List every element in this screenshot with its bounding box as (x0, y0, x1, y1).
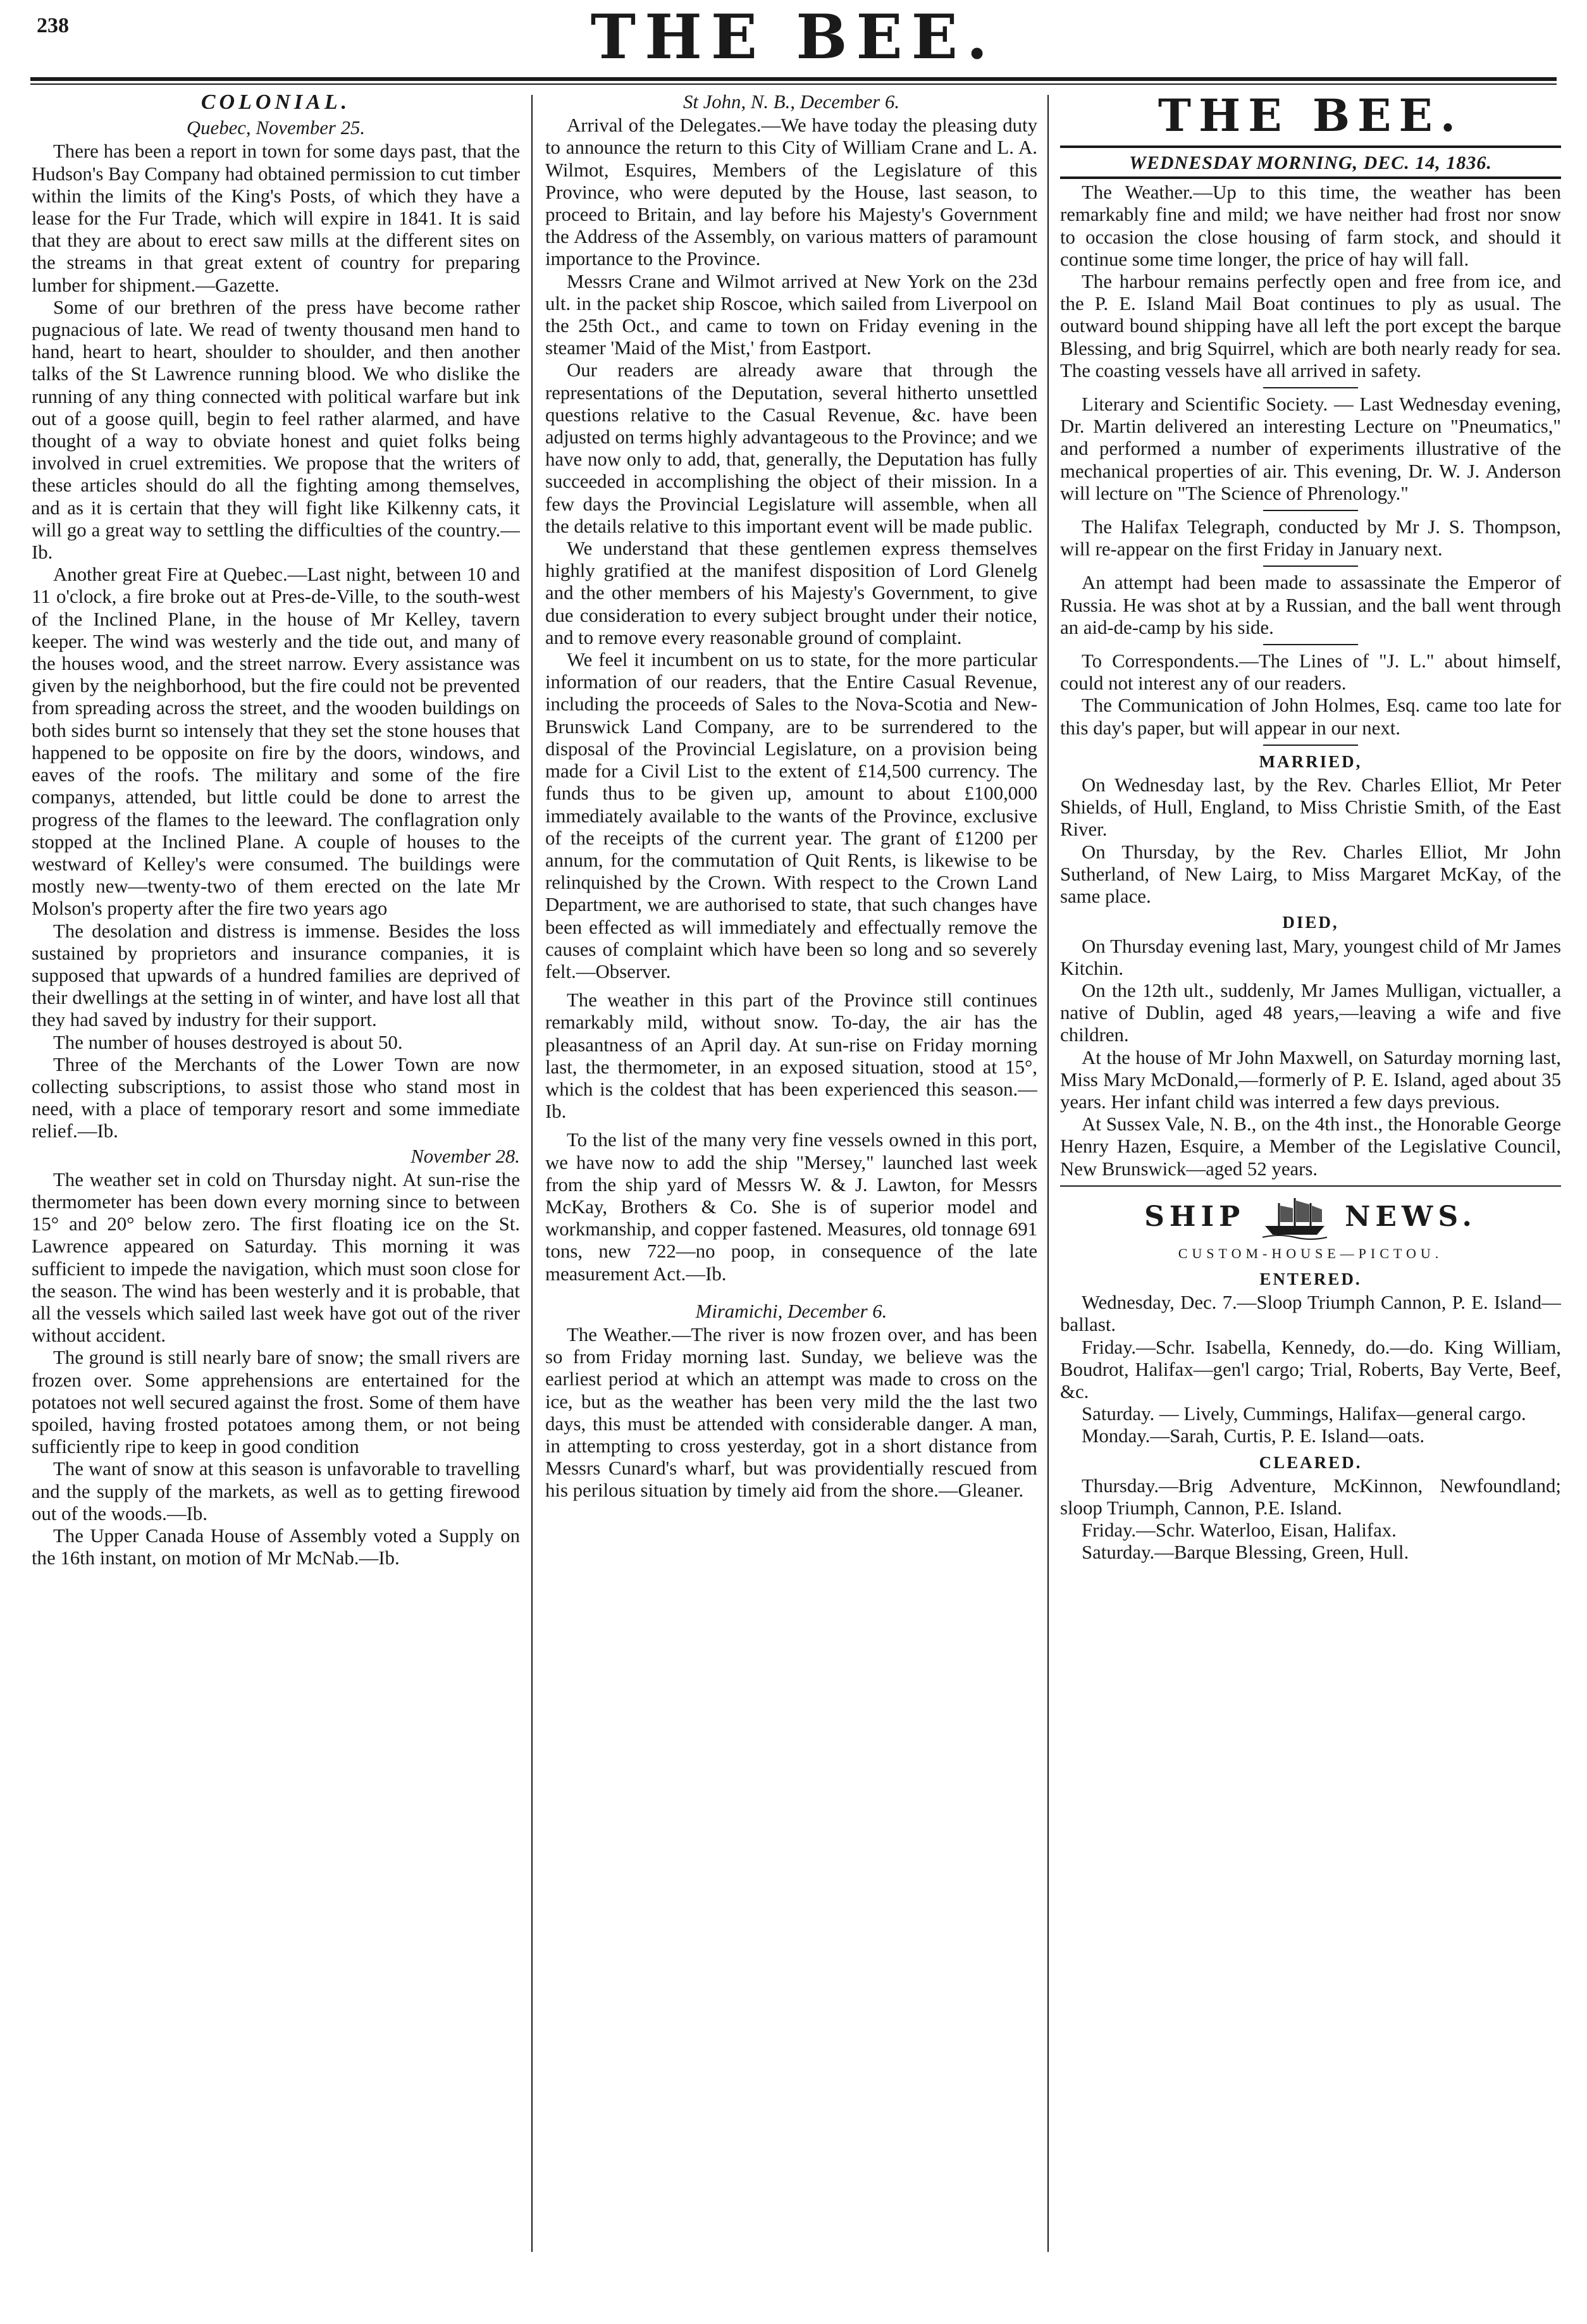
dateline-st-john: St John, N. B., December 6. (682, 91, 900, 113)
title-rule (1060, 145, 1561, 148)
notice-paragraph: At the house of Mr John Maxwell, on Saturday morning last, Miss Mary McDonald,—formerly of P. E. Island, aged about 35 years. Her infant child was interred a few days previous. (1060, 1046, 1561, 1113)
section-heading-colonial: COLONIAL. (201, 90, 351, 114)
article-paragraph: The want of snow at this season is unfavorable to travelling and the supply of the markets, as well as to getting firewood out of the woods.—Ib. (32, 1458, 520, 1524)
article-paragraph: Three of the Merchants of the Lower Town are now collecting subscriptions, to assist those who stand most in need, with a place of temporary resort and some immediate relief.—Ib. (32, 1053, 520, 1142)
editorial-title: THE BEE. (1158, 89, 1464, 142)
column-st-john (545, 89, 1037, 2315)
entered-heading: ENTERED. (1259, 1269, 1362, 1289)
article-paragraph: The Upper Canada House of Assembly voted a Supply on the 16th instant, on motion of Mr McNab.—Ib. (32, 1525, 520, 1569)
running-head: THE BEE. (590, 1, 997, 73)
issue-date: WEDNESDAY MORNING, DEC. 14, 1836. (1129, 152, 1492, 173)
shipping-entry: Monday.—Sarah, Curtis, P. E. Island—oats. (1082, 1425, 1425, 1447)
article-paragraph: We understand that these gentlemen express themselves highly gratified at the manifest disposition of Lord Glenelg and the other members of his Majesty's Government, to give due consideration to every subject brought under their notice, and to remove every reasonable ground of complaint. (545, 538, 1037, 648)
shipping-entry: Saturday.—Barque Blessing, Green, Hull. (1082, 1542, 1409, 1564)
dateline-november-28: November 28. (411, 1145, 520, 1167)
head-rule-thin (30, 83, 1557, 85)
article-paragraph: The Weather.—The river is now frozen over, and has been so from Friday morning last. Sunday, we believe was the earliest period at which an attempt was made to cross on the ice, but as the weather has been very mild the the last two days, this must be attended with considerable danger. A man, in attempting to cross yesterday, got in a short distance from Messrs Cunard's wharf, but was providentially rescued from his perilous situation by timely aid from the shore.—Gleaner. (545, 1323, 1037, 1502)
article-paragraph: The Weather.—Up to this time, the weather has been remarkably fine and mild; we have neither had frost nor snow to occasion the close housing of farm stock, and should it continue some time longer, the price of hay will fall. (1060, 182, 1561, 270)
article-paragraph: The Halifax Telegraph, conducted by Mr J. S. Thompson, will re-appear on the first Friday in January next. (1060, 516, 1561, 560)
ship-news-left-word: SHIP (1144, 1201, 1245, 1233)
notice-paragraph: On Wednesday last, by the Rev. Charles Elliot, Mr Peter Shields, of Hull, England, to Miss Christie Smith, of the East River. (1060, 774, 1561, 841)
head-rule (30, 77, 1557, 81)
article-paragraph: To the list of the many very fine vessels owned in this port, we have now to add the ship "Mersey," launched last week from the ship yard of Messrs W. & J. Lawton, for Messrs McKay, Brothers & Co. She is of superior model and workmanship, and copper fastened. Measures, old tonnage 691 tons, new 722—no poop, in consequence of the late measurement Act.—Ib. (545, 1129, 1037, 1285)
article-paragraph: To Correspondents.—The Lines of "J. L." about himself, could not interest any of our readers. (1060, 650, 1561, 695)
shipping-entry: Saturday. — Lively, Cummings, Halifax—general cargo. (1082, 1403, 1526, 1425)
article-paragraph: Literary and Scientific Society. — Last Wednesday evening, Dr. Martin delivered an interesting Lecture on "Pneumatics," and performed a number of experiments illustrative of the mechanical properties of air. This evening, Dr. W. J. Anderson will lecture on "The Science of Phrenology." (1060, 393, 1561, 504)
section-rule (1060, 1185, 1561, 1187)
article-paragraph: Another great Fire at Quebec.—Last night, between 10 and 11 o'clock, a fire broke out at Pres-de-Ville, to the south-west of the Inclined Plane, in the house of Mr Kelley, tavern keeper. The wind was westerly and the tide out, and many of the houses wood, and the street narrow. Every assistance was given by the neighborhood, but the fire could not be prevented from spreading across the street, and the wooden buildings on both sides burnt so intensely that they set the stone houses that happened to be opposite on fire by the doors, windows, and eaves of the roofs. The military and some of the fire companys, attended, but little could be done to arrest the progress of the flames to the leeward. The conflagration only stopped at the Inclined Plane. A couple of houses to the westward of Kelley's were consumed. The buildings were mostly new—twenty-two of them erected on the late Mr Molson's property after the fire two years ago (32, 564, 520, 920)
article-paragraph: The harbour remains perfectly open and free from ice, and the P. E. Island Mail Boat continues to ply as usual. The outward bound shipping have all left the port except the barque Blessing, and brig Squirrel, which are both nearly ready for sea. The coasting vessels have all arrived in safety. (1060, 271, 1561, 381)
column-rule-right (1047, 95, 1049, 2252)
spacer (545, 1285, 1037, 1292)
article-paragraph: There has been a report in town for some days past, that the Hudson's Bay Company had obtained permission to cut timber within the limits of the King's Posts, of which they have a lease for the Fur Trade, which will expire in 1841. It is said that they are about to erect saw mills at the different sites on the streams in that great extent of country for preparing lumber for shipment.—Gazette. (32, 140, 520, 296)
title-rule (1060, 176, 1561, 179)
shipping-entry: Thursday.—Brig Adventure, McKinnon, Newfoundland; sloop Triumph, Cannon, P.E. Island. (1060, 1474, 1561, 1519)
separator-rule (1263, 566, 1358, 567)
column-colonial (32, 89, 520, 2315)
dateline-miramichi: Miramichi, December 6. (695, 1300, 887, 1322)
custom-house-subhead: CUSTOM-HOUSE—PICTOU. (1178, 1245, 1443, 1261)
ship-news-heading (1060, 1194, 1561, 1240)
page-number: 238 (37, 14, 69, 37)
article-paragraph: The weather in this part of the Province still continues remarkably mild, without snow. To-day, the air has the pleasantness of an April day. At sun-rise on Friday morning last, the thermometer, in an exposed situation, stood at 15°, which is the coldest that has been experienced this season.—Ib. (545, 989, 1037, 1123)
separator-rule (1263, 510, 1358, 511)
article-paragraph: Messrs Crane and Wilmot arrived at New York on the 23d ult. in the packet ship Roscoe, which sailed from Liverpool on the 25th Oct., and came to town on Friday evening in the steamer 'Maid of the Mist,' from Eastport. (545, 270, 1037, 359)
article-paragraph: The number of houses destroyed is about 50. (53, 1031, 403, 1053)
article-paragraph: An attempt had been made to assassinate the Emperor of Russia. He was shot at by a Russian, and the ball went through an aid-de-camp by his side. (1060, 572, 1561, 638)
ship-woodcut-icon (1260, 1194, 1330, 1240)
cleared-heading: CLEARED. (1259, 1452, 1362, 1472)
notice-paragraph: At Sussex Vale, N. B., on the 4th inst., the Honorable George Henry Hazen, Esquire, a Member of the Legislative Council, New Brunswick—aged 52 years. (1060, 1113, 1561, 1180)
notice-paragraph: On Thursday, by the Rev. Charles Elliot, Mr John Sutherland, of New Lairg, to Miss Margaret McKay, of the same place. (1060, 841, 1561, 908)
column-the-bee (1060, 89, 1561, 2315)
shipping-entry: Friday.—Schr. Waterloo, Eisan, Halifax. (1082, 1519, 1397, 1542)
shipping-entry: Friday.—Schr. Isabella, Kennedy, do.—do. King William, Boudrot, Halifax—gen'l cargo; Trial, Roberts, Bay Verte, Beef, &c. (1060, 1336, 1561, 1402)
article-paragraph: We feel it incumbent on us to state, for the more particular information of our readers, that the Entire Casual Revenue, including the proceeds of Sales to the Nova-Scotia and New-Brunswick Land Company, are to be surrendered to the disposal of the Provincial Legislature, on a provision being made for a Civil List to the extent of £14,500 currency. The funds thus to be given up, amount to about £100,000 immediately available to the wants of the Province, exclusive of the receipts of the current year. The grant of £1200 per annum, for the commutation of Quit Rents, is likewise to be relinquished by the Crown. With respect to the Crown Land Department, we are authorised to state, that such changes have been effected as will immediately and effectually remove the causes of complaint which have been so long and so severely felt.—Observer. (545, 649, 1037, 982)
column-rule-left (531, 95, 533, 2252)
ship-news-right-word: NEWS. (1345, 1201, 1477, 1233)
spacer (545, 983, 1037, 989)
separator-rule (1263, 387, 1358, 388)
separator-rule (1263, 644, 1358, 645)
spacer (545, 1292, 1037, 1298)
article-paragraph: Arrival of the Delegates.—We have today the pleasing duty to announce the return to this City of William Crane and L. A. Wilmot, Esquires, Members of the Legislature of this Province, who were deputed by the House, last season, to proceed to Britain, and lay before his Majesty's Government the Address of the Assembly, on various matters of paramount importance to the Province. (545, 114, 1037, 270)
notice-paragraph: On Thursday evening last, Mary, youngest child of Mr James Kitchin. (1060, 935, 1561, 979)
article-paragraph: Our readers are already aware that through the representations of the Deputation, several hitherto unsettled questions relative to the Casual Revenue, &c. have been adjusted on terms highly advantageous to the Province; and we have now only to add, that, generally, the Deputation has fully succeeded in accomplishing the object of their mission. In a few days the Provincial Legislature will assemble, when all the details relative to this important event will be made public. (545, 359, 1037, 537)
dateline-quebec: Quebec, November 25. (186, 117, 366, 139)
died-heading: DIED, (1282, 913, 1339, 932)
article-paragraph: The Communication of John Holmes, Esq. came too late for this day's paper, but will appear in our next. (1060, 695, 1561, 739)
article-paragraph: The weather set in cold on Thursday night. At sun-rise the thermometer has been down every morning since to between 15° and 20° below zero. The first floating ice on the St. Lawrence appeared on Saturday. This morning it was sufficient to impede the navigation, which must soon close for the season. The wind has been westerly and it is probable, that all the vessels which sailed last week have got out of the river without accident. (32, 1168, 520, 1347)
spacer (545, 1123, 1037, 1129)
separator-rule (1263, 745, 1358, 746)
article-paragraph: The desolation and distress is immense. Besides the loss sustained by proprietors and insurance companies, it is supposed that upwards of a hundred families are deprived of their dwellings at the setting in of winter, and have lost all that they had saved by industry for their support. (32, 920, 520, 1031)
shipping-entry: Wednesday, Dec. 7.—Sloop Triumph Cannon, P. E. Island—ballast. (1060, 1292, 1561, 1336)
article-paragraph: Some of our brethren of the press have become rather pugnacious of late. We read of twenty thousand men hand to hand, heart to heart, shoulder to shoulder, and then another talks of the St Lawrence running blood. We who dislike the running of any thing connected with political warfare but ink out of a goose quill, begin to feel rather alarmed, and have thought of a way to obviate honest and quiet folks being involved in cruel extremities. We propose that the writers of these articles should do all the fighting among themselves, and as it is certain that they will fight like Kilkenny cats, it will go a great way to settling the difficulties of the country.—Ib. (32, 296, 520, 564)
article-paragraph: The ground is still nearly bare of snow; the small rivers are frozen over. Some apprehensions are entertained for the potatoes not well secured against the frost. Some of them have spoiled, having frosted potatoes among them, or not being sufficiently ripe to keep in good condition (32, 1347, 520, 1458)
married-heading: MARRIED, (1259, 751, 1362, 771)
notice-paragraph: On the 12th ult., suddenly, Mr James Mulligan, victualler, a native of Dublin, aged 48 years,—leaving a wife and five children. (1060, 979, 1561, 1046)
